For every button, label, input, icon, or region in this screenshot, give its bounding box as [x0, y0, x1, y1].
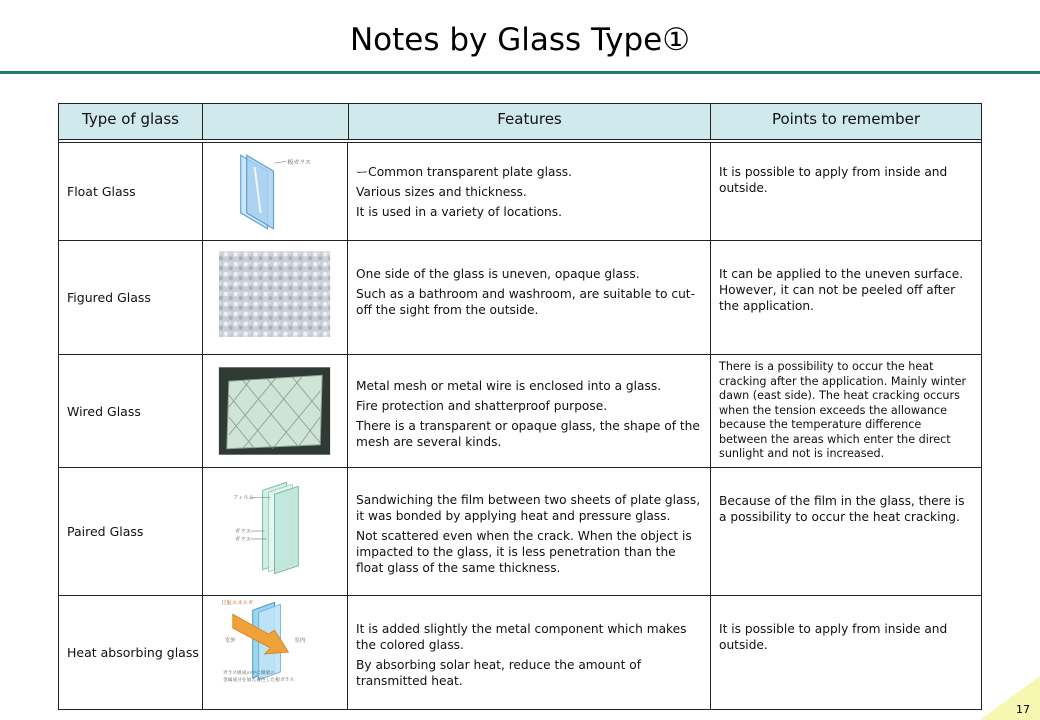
- page-number: 17: [1016, 703, 1030, 716]
- svg-text:日射エネルギ: 日射エネルギ: [220, 600, 254, 607]
- features-cell: ーCommon transparent plate glass. Various sizes and thickness. It is used in a variety of locations.: [348, 143, 711, 240]
- header-type: Type of glass: [59, 104, 203, 139]
- glass-type-name: Wired Glass: [59, 355, 203, 467]
- float-glass-image: [203, 143, 348, 240]
- wired-glass-image: [203, 355, 348, 467]
- title-rule: [0, 71, 1040, 74]
- header-spacer: [203, 104, 348, 139]
- glass-type-name: Heat absorbing glass: [59, 596, 203, 709]
- corner-decoration: [980, 676, 1040, 720]
- glass-table: [58, 103, 982, 710]
- svg-text:ガラス: ガラス: [234, 536, 251, 543]
- table-row: [59, 241, 981, 355]
- glass-type-name: Float Glass: [59, 143, 203, 240]
- glass-type-name: Paired Glass: [59, 468, 203, 595]
- points-cell: There is a possibility to occur the heat cracking after the application. Mainly winter dawn (east side). The heat cracking occurs when the tension exceeds the allowance because the temperature difference between the areas which enter the direct sunlight and not is increased.: [719, 360, 967, 460]
- figured-glass-image: [203, 241, 348, 354]
- features-cell: Sandwiching the film between two sheets of plate glass, it was bonded by applying heat and pressure glass. Not scattered even when the crack. When the object is impacted to the glass, it is less penetration than the float glass of the same thickness.: [348, 468, 711, 595]
- svg-text:ガラス組成の中に微量の: ガラス組成の中に微量の: [222, 670, 275, 676]
- table-row: [59, 143, 981, 241]
- header-features: Features: [348, 104, 711, 139]
- glass-type-name: Figured Glass: [59, 241, 203, 354]
- svg-text:室内: 室内: [294, 638, 306, 645]
- points-cell: It is possible to apply from inside and outside.: [719, 165, 948, 195]
- page-title: Notes by Glass Type①: [349, 22, 691, 58]
- table-row: [59, 596, 981, 709]
- svg-text:金属成分を加え着色した板ガラス: 金属成分を加え着色した板ガラス: [222, 677, 294, 683]
- table-row: [59, 468, 981, 596]
- features-cell: One side of the glass is uneven, opaque glass. Such as a bathroom and washroom, are suitable to cut-off the sight from the outside.: [348, 241, 711, 354]
- features-cell: It is added slightly the metal component which makes the colored glass. By absorbing solar heat, reduce the amount of transmitted heat.: [348, 596, 711, 709]
- table-row: [59, 355, 981, 468]
- table-header-row: [59, 104, 981, 140]
- header-points: Points to remember: [771, 110, 921, 128]
- heat-absorbing-glass-image: [203, 596, 348, 709]
- svg-text:ガラス: ガラス: [234, 528, 251, 535]
- points-cell: It is possible to apply from inside and outside.: [719, 622, 948, 652]
- svg-text:フィルム: フィルム: [232, 494, 254, 501]
- points-cell: Because of the film in the glass, there is a possibility to occur the heat cracking.: [719, 494, 965, 524]
- svg-text:室外: 室外: [224, 638, 236, 645]
- features-cell: Metal mesh or metal wire is enclosed into a glass. Fire protection and shatterproof purpose. There is a transparent or opaque glass, the shape of the mesh are several kinds.: [348, 355, 711, 467]
- paired-glass-image: [203, 468, 348, 595]
- points-cell: It can be applied to the uneven surface. However, it can not be peeled off after the application.: [719, 267, 964, 313]
- float-glass-label: 板ガラス: [287, 158, 311, 166]
